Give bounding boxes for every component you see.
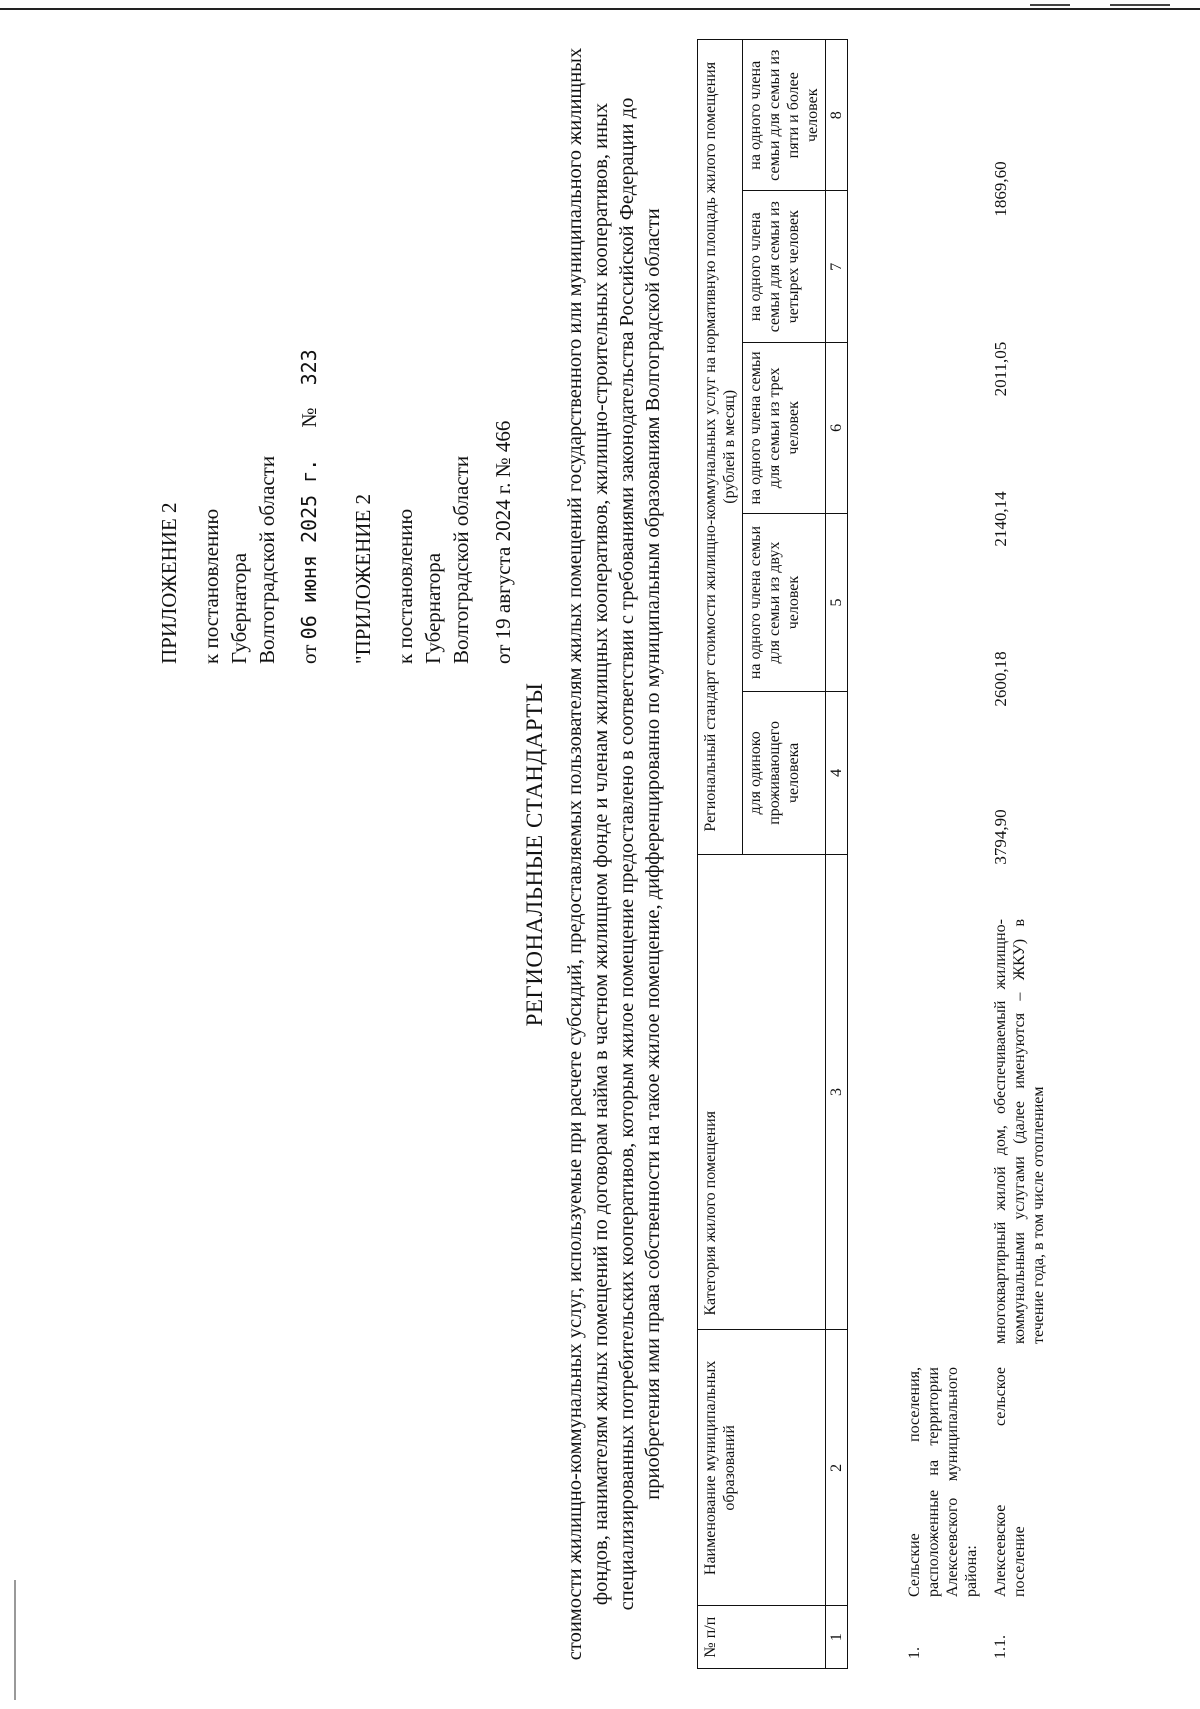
original-region-label: Волгоградской области [449, 455, 473, 664]
row-name: Сельские поселения, расположенные на территории Алексеевского муниципального района: [906, 1367, 980, 1597]
document-preamble: стоимости жилищно-коммунальных услуг, используемые при расчете субсидий, предоставляемых пользователям жилых помещений государственного или муниципального жилищных фондов, нанимателям жилых помещений по договорам найма в частном жилищном фонде и членам жилищных кооперативов, жилищно-строительных кооперативов, иных специализированных потребительских кооперативов, которым жилое помещение предоставлено в соответствии с требованиями законодательства Российской Федерации до приобретения ими права собственности на такое жилое помещение, дифференцированно по муниципальным образованиям Волгоградской области [564, 47, 664, 1661]
value-four: 2011,05 [991, 341, 1010, 397]
approval-date-line [295, 104, 323, 664]
number-sign: № [297, 407, 321, 428]
column-index: 3 [826, 854, 848, 1330]
value-three: 2140,14 [991, 491, 1010, 547]
column-index: 2 [826, 1330, 848, 1606]
original-date-line: от 19 августа 2024 г. № 466 [491, 420, 515, 664]
column-index: 1 [826, 1606, 848, 1669]
column-index-row [826, 40, 848, 1669]
row-category: многоквартирный жилой дом, обеспечиваемый жилищно-коммунальными услугами (далее именуются – ЖКУ) в течение года, в том числе отоплением [992, 919, 1047, 1344]
value-single: 3794,90 [991, 809, 1010, 865]
header-standard: Региональный стандарт стоимости жилищно-коммунальных услуг на нормативную площадь жилого помещения (рублей в месяц) [698, 40, 743, 855]
row-name: Алексеевское сельское поселение [992, 1367, 1028, 1597]
value-two: 2600,18 [991, 651, 1010, 707]
region-label: Волгоградской области [255, 455, 279, 664]
original-governor-label: Губернатора [421, 552, 445, 664]
original-resolution-label: к постановлению [393, 508, 417, 664]
header-two: на одного члена семьи для семьи из двух человек [743, 513, 826, 691]
header-three: на одного члена семьи для семьи из трех человек [743, 342, 826, 513]
approval-date: 06 июня 2025 г. [297, 458, 321, 640]
standards-table [697, 39, 848, 1669]
header-single: для одиноко проживающего человека [743, 692, 826, 854]
governor-label: Губернатора [227, 552, 251, 664]
column-index: 5 [826, 513, 848, 691]
row-num: 1. [906, 1647, 923, 1659]
approval-block [155, 104, 517, 664]
approval-number: 323 [297, 349, 321, 386]
resolution-label: к постановлению [199, 508, 223, 664]
document-title: РЕГИОНАЛЬНЫЕ СТАНДАРТЫ [522, 682, 547, 1027]
date-prefix: от [297, 644, 321, 664]
header-name: Наименование муниципальных образований [698, 1330, 826, 1606]
column-index: 4 [826, 692, 848, 854]
header-num: № п/п [698, 1606, 826, 1669]
header-four: на одного члена семьи для семьи из четырех человек [743, 191, 826, 342]
column-index: 7 [826, 191, 848, 342]
header-five: на одного члена семьи для семьи из пяти и более человек [743, 40, 826, 192]
row-num: 1.1. [992, 1635, 1009, 1659]
header-category: Категория жилого помещения [698, 854, 826, 1330]
value-five: 1869,60 [991, 161, 1010, 217]
annex-label: ПРИЛОЖЕНИЕ 2 [157, 502, 181, 664]
column-index: 8 [826, 40, 848, 192]
column-index: 6 [826, 342, 848, 513]
original-annex-label: "ПРИЛОЖЕНИЕ 2 [351, 493, 375, 664]
